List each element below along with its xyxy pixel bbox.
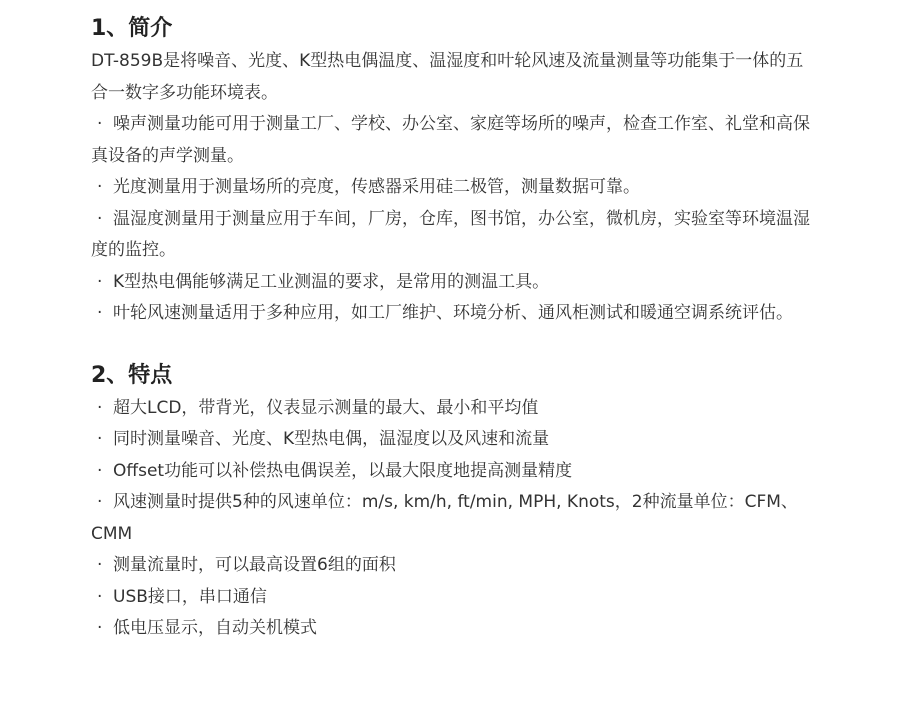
bullet-dot: · (97, 397, 103, 418)
bullet-text: 风速测量时提供5种的风速单位：m/s, km/h, ft/min, MPH, Knots，2种流量单位：CFM、CMM (91, 492, 798, 544)
list-item (91, 613, 820, 645)
bullet-text: USB接口，串口通信 (113, 586, 267, 607)
intro-bullet-list (91, 109, 820, 330)
list-item (91, 424, 820, 456)
bullet-dot: · (97, 586, 103, 607)
bullet-dot: · (97, 271, 103, 292)
bullet-dot: · (97, 177, 103, 197)
list-item (91, 393, 820, 425)
list-item (91, 298, 820, 330)
bullet-text: 温湿度测量用于测量应用于车间，厂房，仓库，图书馆，办公室，微机房，实验室等环境温湿度的监控。 (91, 208, 810, 260)
bullet-text: Offset功能可以补偿热电偶误差，以最大限度地提高测量精度 (113, 460, 573, 481)
list-item (91, 456, 820, 488)
bullet-dot: · (97, 429, 103, 449)
bullet-dot: · (97, 114, 103, 134)
bullet-text: K型热电偶能够满足工业测温的要求，是常用的测温工具。 (113, 271, 550, 292)
intro-paragraph: DT-859B是将噪音、光度、K型热电偶温度、温湿度和叶轮风速及流量测量等功能集于一体的五合一数字多功能环境表。 (91, 51, 804, 103)
bullet-dot: · (97, 492, 103, 512)
features-bullet-list (91, 393, 820, 645)
bullet-dot: · (97, 555, 103, 575)
list-item (91, 172, 820, 204)
section-title-features: 2、特点 (91, 362, 173, 388)
list-item (91, 582, 820, 614)
bullet-dot: · (97, 303, 103, 323)
bullet-text: 超大LCD，带背光，仪表显示测量的最大、最小和平均值 (113, 397, 539, 418)
list-item (91, 267, 820, 299)
bullet-text: 低电压显示，自动关机模式 (113, 618, 317, 638)
bullet-dot: · (97, 618, 103, 638)
list-item (91, 204, 820, 267)
section-title-intro: 1、简介 (91, 16, 173, 41)
list-item (91, 487, 820, 550)
bullet-dot: · (97, 208, 103, 229)
bullet-text: 噪声测量功能可用于测量工厂、学校、办公室、家庭等场所的噪声，检查工作室、礼堂和高保真设备的声学测量。 (91, 114, 810, 166)
bullet-dot: · (97, 460, 103, 481)
bullet-text: 测量流量时，可以最高设置6组的面积 (113, 555, 396, 575)
bullet-text: 光度测量用于测量场所的亮度，传感器采用硅二极管，测量数据可靠。 (113, 177, 640, 197)
list-item (91, 109, 820, 172)
list-item (91, 550, 820, 582)
bullet-text: 同时测量噪音、光度、K型热电偶，温湿度以及风速和流量 (113, 429, 550, 449)
bullet-text: 叶轮风速测量适用于多种应用，如工厂维护、环境分析、通风柜测试和暖通空调系统评估。 (113, 303, 793, 323)
